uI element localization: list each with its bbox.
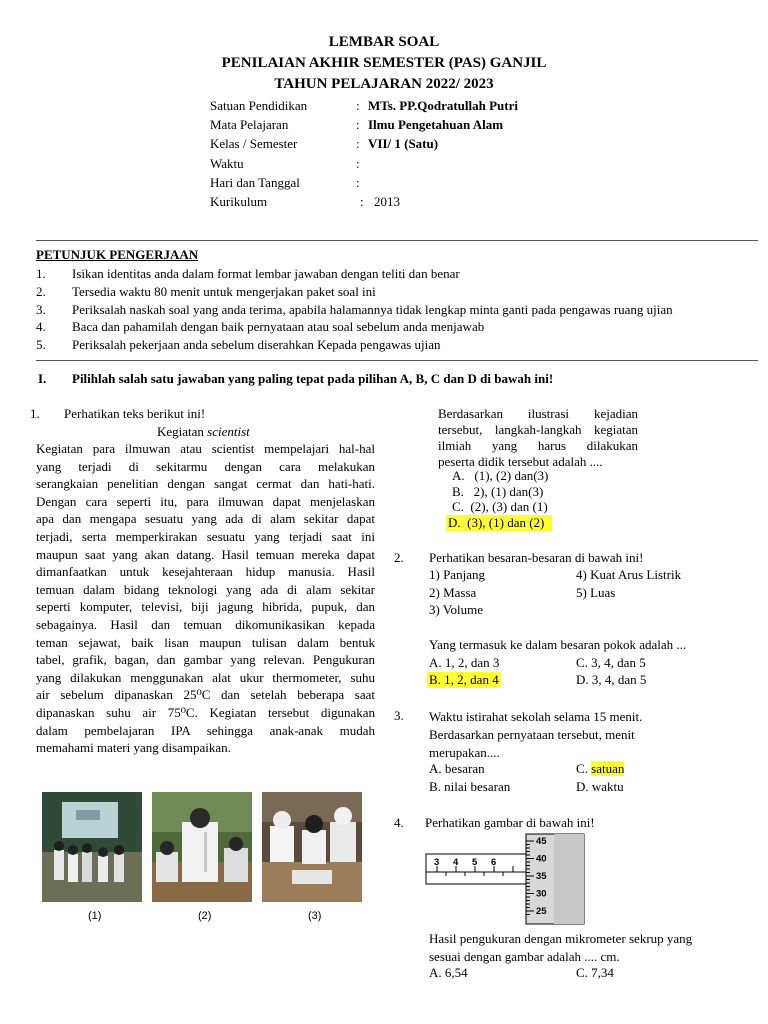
- question-prompt: Perhatikan gambar di bawah ini!: [425, 815, 595, 830]
- sleeve-tick-label: 3: [434, 857, 440, 868]
- passage-line: terjadi, serta memperkirakan sesuatu yang terjadi saat ini: [36, 528, 375, 544]
- option-d-highlighted: D. (3), (1) dan (2): [446, 515, 552, 531]
- meta-value: Ilmu Pengetahuan Alam: [368, 117, 504, 132]
- instruction-number: 5.: [36, 337, 46, 352]
- passage-line: teman sejawat, baik lisan maupun tulisan dalam bentuk: [36, 634, 375, 650]
- document-subtitle: PENILAIAN AKHIR SEMESTER (PAS) GANJIL: [221, 55, 547, 71]
- document-year: TAHUN PELAJARAN 2022/ 2023: [274, 76, 494, 92]
- instructions-heading: PETUNJUK PENGERJAAN: [36, 247, 199, 262]
- thimble-tick-label: 35: [536, 871, 547, 882]
- question-line: Waktu istirahat sekolah selama 15 menit.: [429, 709, 643, 724]
- passage-line: yang terjadi di sekitarmu dengan cara melakukan: [36, 458, 375, 474]
- highlighted-answer: satuan: [591, 761, 625, 776]
- question-number: 3.: [394, 708, 404, 723]
- passage-line: air sebelum dipanaskan 25⁰C dan setelah beberapa saat: [36, 687, 375, 703]
- thimble-tick-label: 30: [536, 888, 547, 900]
- question-prompt: Perhatikan besaran-besaran di bawah ini!: [429, 550, 644, 565]
- question-number: 2.: [394, 550, 404, 565]
- passage-line: temuan dalam bidang teknologi yang ada di alam sekitar: [36, 581, 375, 597]
- list-item: 4) Kuat Arus Listrik: [576, 567, 682, 582]
- option-b: B. nilai besaran: [429, 779, 511, 794]
- option-a: A. besaran: [429, 761, 485, 776]
- question-continuation: [438, 406, 638, 470]
- meta-label: Kelas / Semester: [210, 136, 298, 151]
- instruction-number: 4.: [36, 319, 46, 334]
- passage-line: Dengan cara seperti itu, para ilmuwan dapat menjelaskan: [36, 493, 375, 509]
- continuation-line: ilmiah yang harus dilakukan: [438, 438, 638, 453]
- passage-line: maupun saat yang akan datang. Hasil temuan mereka dapat: [36, 546, 375, 562]
- meta-value: 2013: [374, 194, 400, 209]
- sleeve-tick-label: 4: [453, 857, 459, 868]
- meta-label: Kurikulum: [210, 194, 268, 209]
- continuation-line: peserta didik tersebut adalah ....: [438, 454, 603, 469]
- list-item: 3) Volume: [429, 602, 484, 617]
- instruction-text: Baca dan pahamilah dengan baik pernyataan atau soal sebelum anda menjawab: [72, 319, 485, 334]
- option-a: A. (1), (2) dan(3): [452, 468, 549, 483]
- passage-line: apa dan mengapa sesuatu yang ada di alam sekitar dapat: [36, 511, 375, 527]
- divider: [36, 240, 758, 241]
- meta-colon: :: [356, 98, 360, 113]
- option-b-highlighted: B. 1, 2, dan 4: [429, 672, 499, 687]
- passage-line: Kegiatan para ilmuwan atau scientist mempelajari hal-hal: [36, 441, 375, 456]
- option-d: D. waktu: [576, 779, 624, 794]
- instruction-number: 1.: [36, 266, 46, 281]
- thimble-tick-label: 45: [536, 836, 547, 847]
- passage-line: yang dilakukan menggunakan alat ukur thermometer, suhu: [36, 669, 375, 685]
- section-number: I.: [38, 371, 47, 386]
- instruction-text: Periksalah pekerjaan anda sebelum diserahkan Kepada pengawas ujian: [72, 337, 441, 352]
- question-line: merupakan....: [429, 745, 500, 760]
- meta-label: Hari dan Tanggal: [210, 175, 300, 190]
- meta-colon: :: [356, 117, 360, 132]
- option-c: C. 7,34: [576, 965, 614, 980]
- option-a: A. 6,54: [429, 965, 468, 980]
- option-d: D. 3, 4, dan 5: [576, 672, 647, 687]
- list-item: 5) Luas: [576, 585, 616, 600]
- question-number: 4.: [394, 815, 404, 830]
- thimble-tick-label: 25: [536, 906, 547, 917]
- passage-line: memahami materi yang disampaikan.: [36, 740, 231, 756]
- passage-line: dalam pembelajaran IPA sehingga anak-anak mudah: [36, 722, 375, 738]
- activity-photo-1: [42, 792, 142, 902]
- sleeve-tick-label: 5: [472, 857, 478, 868]
- instruction-number: 2.: [36, 284, 46, 299]
- photo-caption: (2): [198, 910, 212, 922]
- passage-line: serangkaian penelitian dengan sangat cermat dan hati-hati.: [36, 476, 375, 492]
- passage-line: dimanfaatkan untuk kesejahteraan hidup manusia. Hasil: [36, 564, 375, 580]
- activity-photo-2: [152, 792, 252, 902]
- passage-text: [36, 440, 375, 757]
- meta-label: Mata Pelajaran: [210, 117, 289, 132]
- option-a: A. 1, 2, dan 3: [429, 655, 500, 670]
- continuation-line: tersebut, langkah-langkah kegiatan: [438, 422, 638, 437]
- question-text: [429, 930, 692, 966]
- instruction-text: Isikan identitas anda dalam format lembar jawaban dengan teliti dan benar: [72, 266, 460, 281]
- passage-line: dipanaskan suhu air 75⁰C. Kegiatan tersebut digunakan: [36, 704, 375, 720]
- activity-photo-3: [262, 792, 362, 902]
- meta-value: MTs. PP.Qodratullah Putri: [368, 98, 519, 113]
- list-item: 1) Panjang: [429, 567, 485, 582]
- option-b: B. 2), (1) dan(3): [452, 484, 544, 499]
- document-title: LEMBAR SOAL: [328, 34, 440, 50]
- question-line: sesuai dengan gambar adalah .... cm.: [429, 949, 620, 964]
- meta-label: Waktu: [210, 156, 244, 171]
- option-c: C. (2), (3) dan (1): [452, 499, 548, 514]
- section-instruction: Pilihlah salah satu jawaban yang paling tepat pada pilihan A, B, C dan D di bawah ini!: [72, 371, 554, 386]
- sleeve-tick-label: 6: [491, 857, 497, 868]
- question-prompt: Perhatikan teks berikut ini!: [64, 406, 206, 421]
- instruction-number: 3.: [36, 302, 46, 317]
- list-item: 2) Massa: [429, 585, 477, 600]
- passage-line: seperti komputer, televisi, biji jagung hibrida, pupuk, dan: [36, 599, 375, 615]
- micrometer-diagram: [424, 832, 589, 931]
- meta-colon: :: [356, 175, 360, 190]
- question-number: 1.: [30, 406, 40, 421]
- meta-colon: :: [356, 136, 360, 151]
- question-text: [429, 708, 642, 762]
- meta-label: Satuan Pendidikan: [210, 98, 308, 113]
- passage-line: sebagainya. Hasil dan temuan dikomunikasikan kepada: [36, 616, 375, 632]
- passage-title: Kegiatan scientist: [157, 424, 250, 439]
- meta-colon: :: [360, 194, 364, 209]
- continuation-line: Berdasarkan ilustrasi kejadian: [438, 406, 638, 421]
- instruction-text: Tersedia waktu 80 menit untuk mengerjakan paket soal ini: [72, 284, 376, 299]
- photo-caption: (1): [88, 910, 102, 922]
- option-c: C. satuan: [576, 761, 625, 776]
- photo-caption: (3): [308, 910, 322, 922]
- meta-colon: :: [356, 156, 360, 171]
- divider: [36, 360, 758, 361]
- passage-line: tabel, grafik, bagan, dan gambar yang relevan. Pengukuran: [36, 652, 375, 668]
- question-line: Hasil pengukuran dengan mikrometer sekrup yang: [429, 931, 693, 946]
- question-line: Berdasarkan pernyataan tersebut, menit: [429, 727, 635, 742]
- meta-value: VII/ 1 (Satu): [368, 136, 439, 151]
- thimble-tick-label: 40: [536, 853, 547, 865]
- question-text: Yang termasuk ke dalam besaran pokok adalah ...: [429, 637, 687, 652]
- instruction-text: Periksalah naskah soal yang anda terima, apabila halamannya tidak lengkap minta ganti pada pengawas ruang ujian: [72, 302, 673, 317]
- option-c: C. 3, 4, dan 5: [576, 655, 646, 670]
